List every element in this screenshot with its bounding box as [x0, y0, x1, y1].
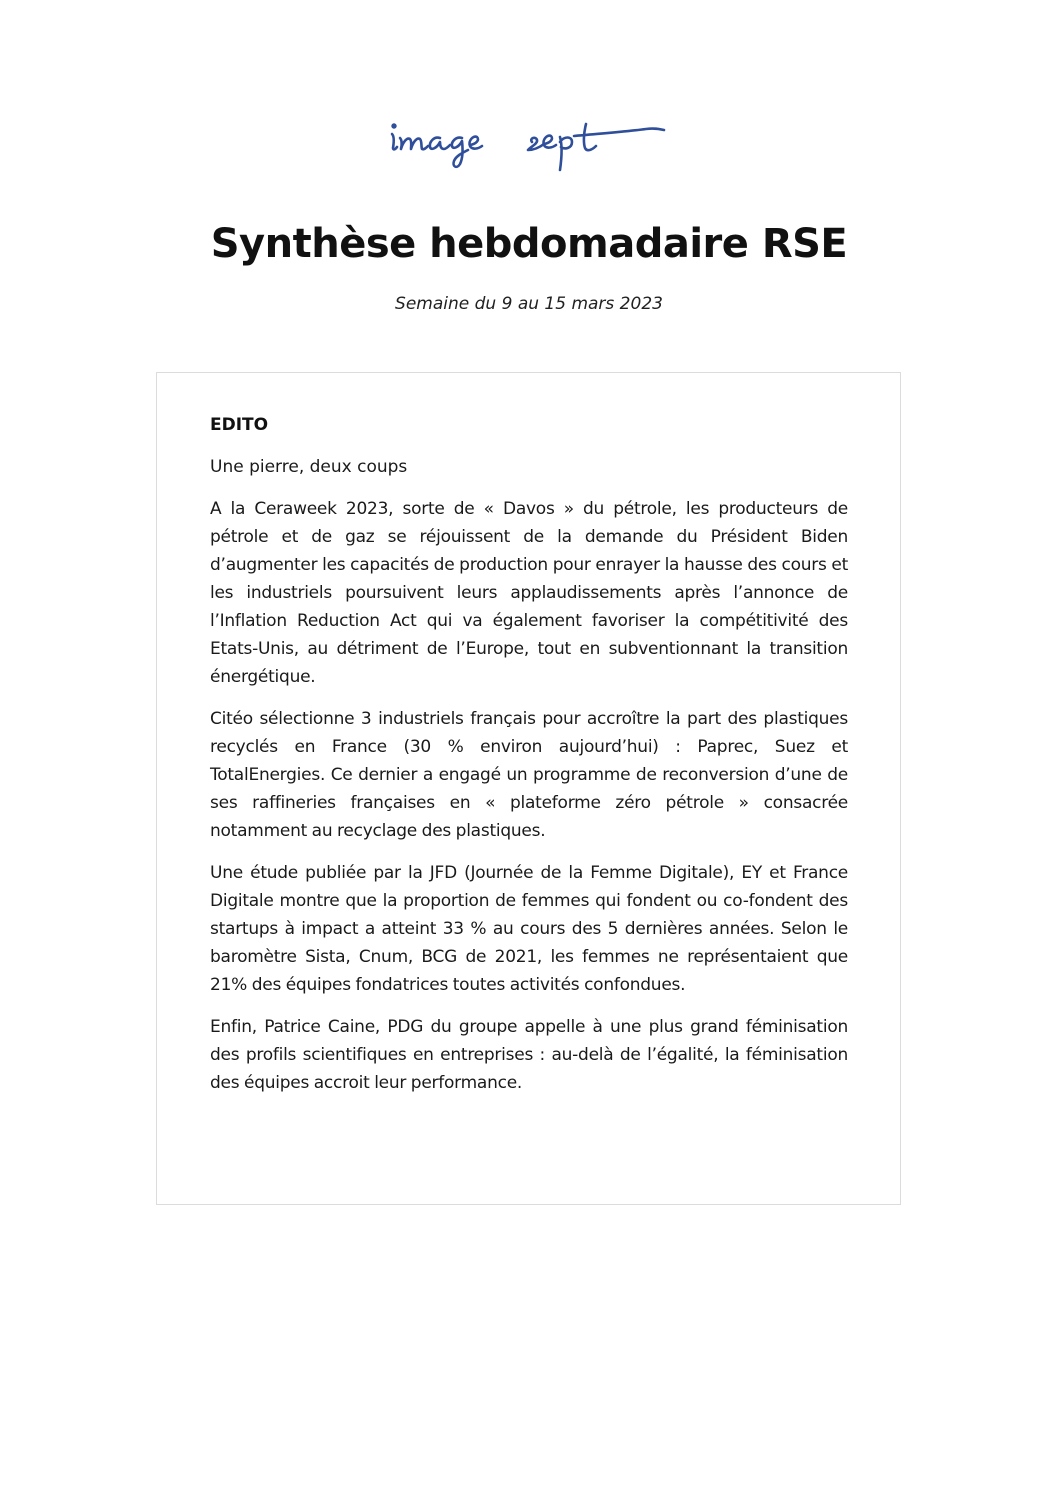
- image-sept-logo: [384, 112, 674, 176]
- edito-paragraph-citeo: Citéo sélectionne 3 industriels français pour accroître la part des plastiques recyclés en France (30 % environ aujourd’hui) : Paprec, Suez et TotalEnergies. Ce dernier a engagé un programme de reconversion d’une de ses raffineries françaises en « plateforme zéro pétrole » consacrée notamment au recyclage des plastiques.: [210, 709, 848, 841]
- edito-lead: Une pierre, deux coups: [210, 457, 408, 477]
- edito-paragraph-feminisation: Enfin, Patrice Caine, PDG du groupe appelle à une plus grand féminisation des profils scientifiques en entreprises : au-delà de l’égalité, la féminisation des équipes accroit leur performance.: [210, 1017, 848, 1093]
- edito-heading: EDITO: [210, 415, 269, 435]
- handwritten-logo-icon: [384, 112, 674, 176]
- edito-content: [210, 411, 848, 1111]
- edito-card: [156, 372, 901, 1205]
- edito-paragraph-startups: Une étude publiée par la JFD (Journée de la Femme Digitale), EY et France Digitale montre que la proportion de femmes qui fondent ou co-fondent des startups à impact a atteint 33 % au cours des 5 dernières années. Selon le baromètre Sista, Cnum, BCG de 2021, les femmes ne représentaient que 21% des équipes fondatrices toutes activités confondues.: [210, 863, 848, 995]
- edito-paragraph-ceraweek: A la Ceraweek 2023, sorte de « Davos » du pétrole, les producteurs de pétrole et de gaz se réjouissent de la demande du Président Biden d’augmenter les capacités de production pour enrayer la hausse des cours et les industriels poursuivent leurs applaudissements après l’annonce de l’Inflation Reduction Act qui va également favoriser la compétitivité des Etats-Unis, au détriment de l’Europe, tout en subventionnant la transition énergétique.: [210, 499, 848, 687]
- document-subtitle: Semaine du 9 au 15 mars 2023: [395, 294, 663, 314]
- document-title: Synthèse hebdomadaire RSE: [210, 221, 848, 267]
